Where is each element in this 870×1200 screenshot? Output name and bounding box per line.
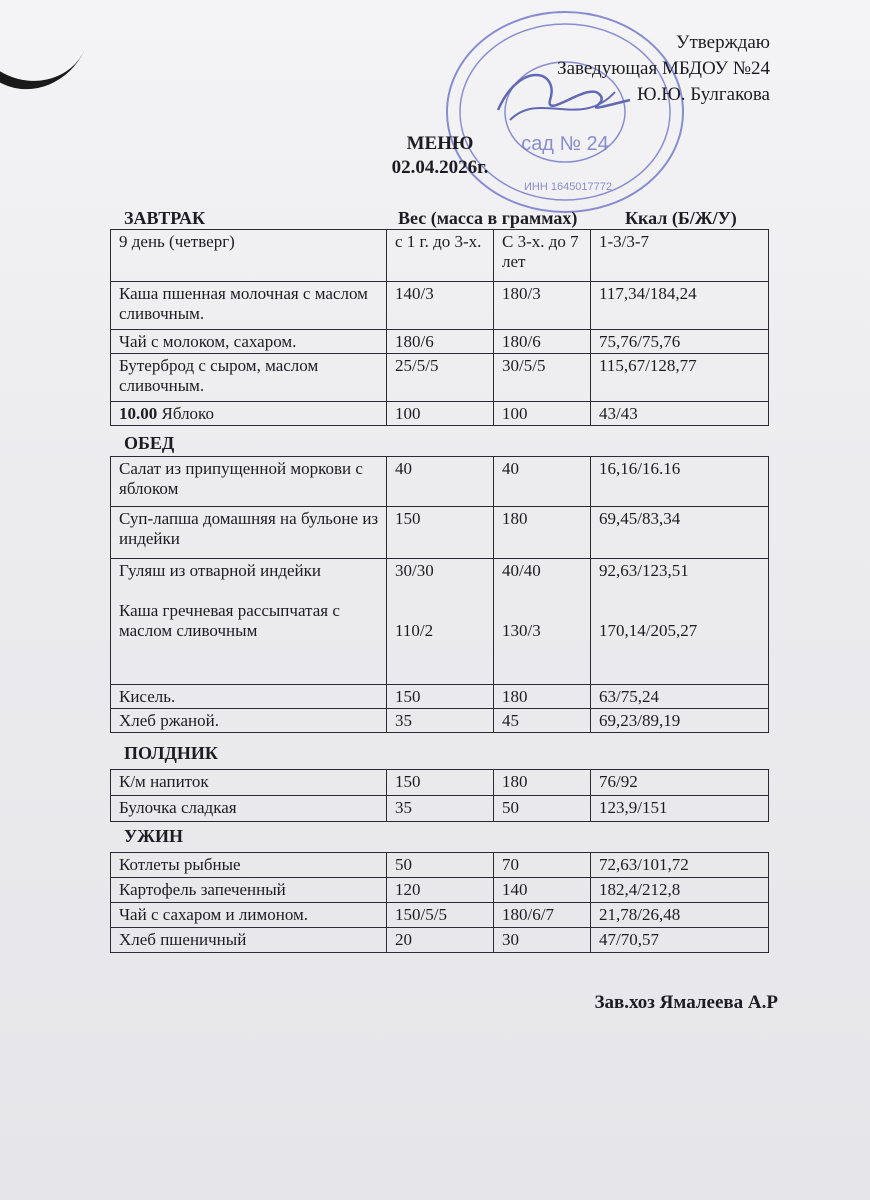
buckwheat-dish: Каша гречневая рассыпчатая с маслом сливочным xyxy=(119,601,340,640)
weight-small-cell: 25/5/5 xyxy=(387,354,494,402)
snack-table xyxy=(110,769,769,822)
dinner-label: УЖИН xyxy=(124,826,184,846)
kcal-cell: 16,16/16.16 xyxy=(591,457,769,507)
approval-line1: Утверждаю xyxy=(676,32,770,53)
kcal-heading: Ккал (Б/Ж/У) xyxy=(625,208,737,228)
table-row xyxy=(111,903,769,928)
weight-large-cell: 100 xyxy=(494,402,591,426)
dish-cell xyxy=(111,559,387,685)
snack-label: ПОЛДНИК xyxy=(124,743,218,763)
kcal-range-cell: 1-3/3-7 xyxy=(591,230,769,282)
weight-large-cell: 70 xyxy=(494,853,591,878)
age-1-3-cell: с 1 г. до 3-х. xyxy=(387,230,494,282)
goulash-weight-large: 40/40 xyxy=(502,561,541,580)
approval-line2: Заведующая МБДОУ №24 xyxy=(557,58,770,79)
weight-small-cell: 100 xyxy=(387,402,494,426)
table-row xyxy=(111,559,769,685)
breakfast-table xyxy=(110,229,769,426)
weight-small-cell: 35 xyxy=(387,796,494,822)
weight-small-cell: 120 xyxy=(387,878,494,903)
day-cell: 9 день (четверг) xyxy=(111,230,387,282)
weight-small-cell: 150 xyxy=(387,770,494,796)
kcal-cell: 75,76/75,76 xyxy=(591,330,769,354)
dish-cell xyxy=(111,402,387,426)
kcal-cell xyxy=(591,559,769,685)
weight-large-cell: 40 xyxy=(494,457,591,507)
dish-cell: Салат из припущенной моркови с яблоком xyxy=(111,457,387,507)
column-header-row xyxy=(112,208,782,230)
menu-heading: МЕНЮ xyxy=(406,133,474,154)
kcal-cell: 72,63/101,72 xyxy=(591,853,769,878)
buckwheat-weight-small: 110/2 xyxy=(395,621,434,640)
approval-block xyxy=(557,30,770,108)
weight-large-cell: 180/6/7 xyxy=(494,903,591,928)
weight-small-cell: 140/3 xyxy=(387,282,494,330)
table-row xyxy=(111,354,769,402)
weight-small-cell: 50 xyxy=(387,853,494,878)
weight-large-cell: 45 xyxy=(494,709,591,733)
kcal-cell: 43/43 xyxy=(591,402,769,426)
buckwheat-weight-large: 130/3 xyxy=(502,621,541,640)
dish-cell: Бутерброд с сыром, маслом сливочным. xyxy=(111,354,387,402)
kcal-cell: 115,67/128,77 xyxy=(591,354,769,402)
dish-cell: Картофель запеченный xyxy=(111,878,387,903)
kcal-cell: 21,78/26,48 xyxy=(591,903,769,928)
weight-large-cell: 50 xyxy=(494,796,591,822)
weight-large-cell: 30/5/5 xyxy=(494,354,591,402)
snack-time: 10.00 xyxy=(119,404,158,423)
weight-small-cell: 150 xyxy=(387,507,494,559)
table-row xyxy=(111,685,769,709)
lunch-table xyxy=(110,456,769,733)
table-row xyxy=(111,853,769,878)
dish-cell: К/м напиток xyxy=(111,770,387,796)
goulash-weight-small: 30/30 xyxy=(395,561,434,580)
kcal-cell: 76/92 xyxy=(591,770,769,796)
table-row xyxy=(111,330,769,354)
table-row xyxy=(111,402,769,426)
weight-small-cell: 35 xyxy=(387,709,494,733)
table-header-row xyxy=(111,230,769,282)
kcal-cell: 63/75,24 xyxy=(591,685,769,709)
lunch-label: ОБЕД xyxy=(124,433,175,453)
dish-cell: Суп-лапша домашняя на бульоне из индейки xyxy=(111,507,387,559)
weight-large-cell xyxy=(494,559,591,685)
kcal-cell: 117,34/184,24 xyxy=(591,282,769,330)
table-row xyxy=(111,282,769,330)
kcal-cell: 47/70,57 xyxy=(591,928,769,953)
menu-title xyxy=(330,132,550,180)
table-row xyxy=(111,457,769,507)
table-row xyxy=(111,796,769,822)
weight-large-cell: 180/6 xyxy=(494,330,591,354)
dish-cell: Хлеб ржаной. xyxy=(111,709,387,733)
dish-cell: Булочка сладкая xyxy=(111,796,387,822)
dish-cell: Каша пшенная молочная с маслом сливочным. xyxy=(111,282,387,330)
age-3-7-cell: С 3-х. до 7 лет xyxy=(494,230,591,282)
signature-line: Зав.хоз Ямалеева А.Р xyxy=(594,992,778,1013)
dish-cell: Хлеб пшеничный xyxy=(111,928,387,953)
weight-small-cell: 150 xyxy=(387,685,494,709)
weight-small-cell: 150/5/5 xyxy=(387,903,494,928)
weight-small-cell: 40 xyxy=(387,457,494,507)
weight-large-cell: 180 xyxy=(494,685,591,709)
table-row xyxy=(111,770,769,796)
weight-large-cell: 180 xyxy=(494,507,591,559)
weight-large-cell: 180 xyxy=(494,770,591,796)
dish-cell: Котлеты рыбные xyxy=(111,853,387,878)
goulash-kcal: 92,63/123,51 xyxy=(599,561,689,580)
kcal-cell: 182,4/212,8 xyxy=(591,878,769,903)
weight-small-cell: 20 xyxy=(387,928,494,953)
dish-cell: Чай с молоком, сахаром. xyxy=(111,330,387,354)
snack-dish: Яблоко xyxy=(161,404,214,423)
kcal-cell: 69,23/89,19 xyxy=(591,709,769,733)
table-row xyxy=(111,878,769,903)
table-row xyxy=(111,709,769,733)
stamp-center-text: сад № 24 xyxy=(521,133,609,155)
stamp-inn: ИНН 1645017772 xyxy=(523,181,613,193)
weight-small-cell xyxy=(387,559,494,685)
dish-cell: Кисель. xyxy=(111,685,387,709)
dish-cell: Чай с сахаром и лимоном. xyxy=(111,903,387,928)
approval-line3: Ю.Ю. Булгакова xyxy=(636,84,770,105)
goulash-dish: Гуляш из отварной индейки xyxy=(119,561,321,580)
weight-small-cell: 180/6 xyxy=(387,330,494,354)
weight-large-cell: 140 xyxy=(494,878,591,903)
weight-large-cell: 30 xyxy=(494,928,591,953)
menu-date: 02.04.2026г. xyxy=(391,157,489,178)
table-row xyxy=(111,928,769,953)
breakfast-label: ЗАВТРАК xyxy=(124,208,206,228)
buckwheat-kcal: 170,14/205,27 xyxy=(599,621,698,640)
dinner-table xyxy=(110,852,769,953)
table-row xyxy=(111,507,769,559)
weight-large-cell: 180/3 xyxy=(494,282,591,330)
weight-heading: Вес (масса в граммах) xyxy=(398,208,578,228)
kcal-cell: 123,9/151 xyxy=(591,796,769,822)
kcal-cell: 69,45/83,34 xyxy=(591,507,769,559)
